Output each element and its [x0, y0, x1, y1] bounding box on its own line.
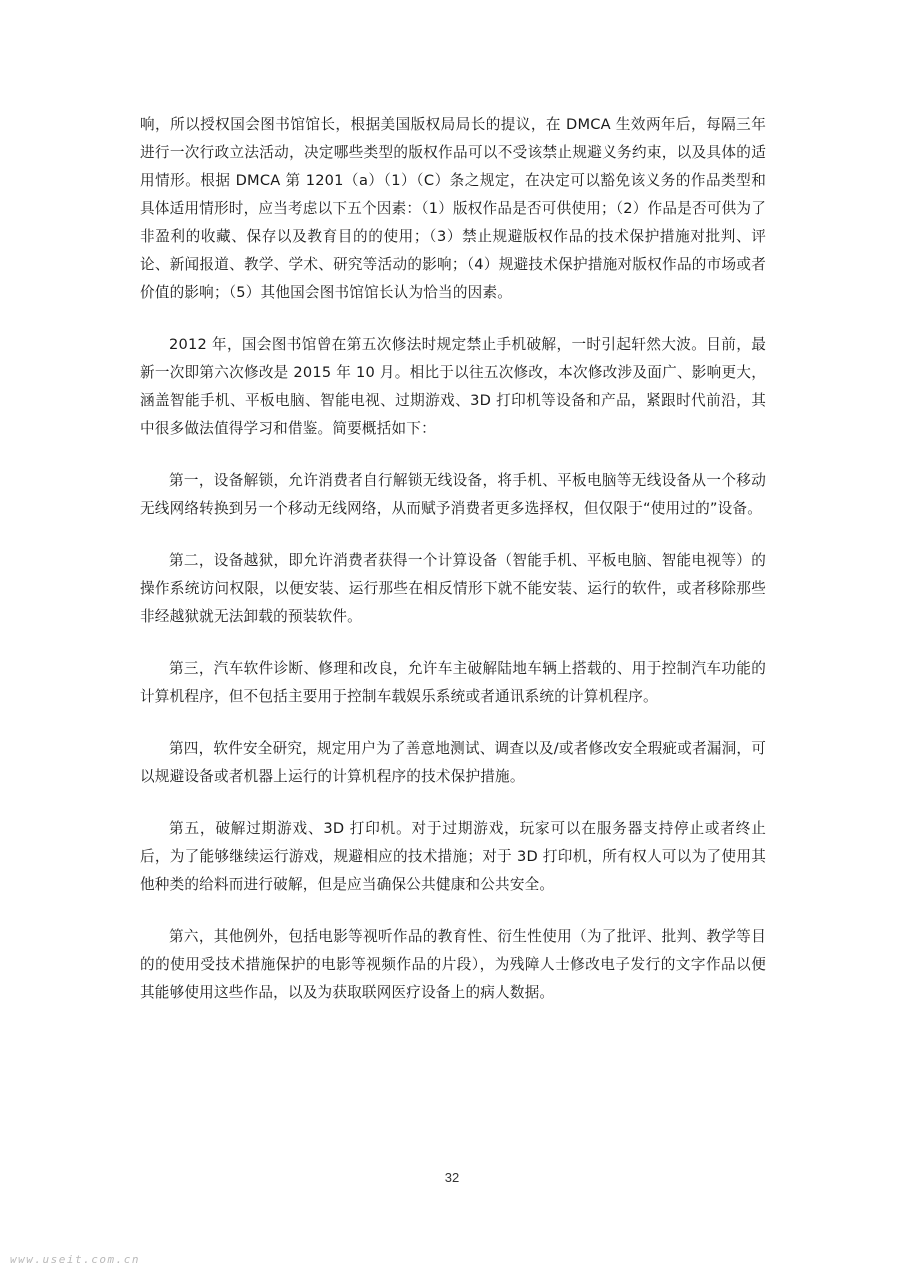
paragraph-3: 第一，设备解锁，允许消费者自行解锁无线设备，将手机、平板电脑等无线设备从一个移动无线网络转换到另一个移动无线网络，从而赋予消费者更多选择权，但仅限于“使用过的”设备。: [140, 472, 766, 517]
paragraph-5: 第三，汽车软件诊断、修理和改良，允许车主破解陆地车辆上搭载的、用于控制汽车功能的计算机程序，但不包括主要用于控制车载娱乐系统或者通讯系统的计算机程序。: [140, 660, 766, 705]
paragraph-8: 第六，其他例外，包括电影等视听作品的教育性、衍生性使用（为了批评、批判、教学等目的的使用受技术措施保护的电影等视频作品的片段），为残障人士修改电子发行的文字作品以便其能够使用这些作品，以及为获取联网医疗设备上的病人数据。: [140, 928, 766, 1001]
document-body: [140, 111, 766, 1031]
page-number: 32: [444, 1170, 460, 1185]
paragraph-6: 第四，软件安全研究，规定用户为了善意地测试、调查以及/或者修改安全瑕疵或者漏洞，可以规避设备或者机器上运行的计算机程序的技术保护措施。: [140, 740, 766, 785]
paragraph-1: 响，所以授权国会图书馆馆长，根据美国版权局局长的提议，在 DMCA 生效两年后，每隔三年进行一次行政立法活动，决定哪些类型的版权作品可以不受该禁止规避义务约束，以及具体的适用情形。根据 DMCA 第 1201（a）（1）（C）条之规定，在决定可以豁免该义务的作品类型和具体适用情形时，应当考虑以下五个因素：（1）版权作品是否可供使用；（2）作品是否可供为了非盈利的收藏、保存以及教育目的的使用；（3）禁止规避版权作品的技术保护措施对批判、评论、新闻报道、教学、学术、研究等活动的影响；（4）规避技术保护措施对版权作品的市场或者价值的影响；（5）其他国会图书馆馆长认为恰当的因素。: [140, 116, 766, 301]
paragraph-2: 2012 年，国会图书馆曾在第五次修法时规定禁止手机破解，一时引起轩然大波。目前，最新一次即第六次修改是 2015 年 10 月。相比于以往五次修改，本次修改涉及面广、影响更大，涵盖智能手机、平板电脑、智能电视、过期游戏、3D 打印机等设备和产品，紧跟时代前沿，其中很多做法值得学习和借鉴。简要概括如下：: [140, 336, 766, 437]
watermark: www.useit.com.cn: [10, 1253, 140, 1266]
paragraph-4: 第二，设备越狱，即允许消费者获得一个计算设备（智能手机、平板电脑、智能电视等）的操作系统访问权限，以便安装、运行那些在相反情形下就不能安装、运行的软件，或者移除那些非经越狱就无法卸载的预装软件。: [140, 552, 766, 625]
paragraph-7: 第五，破解过期游戏、3D 打印机。对于过期游戏，玩家可以在服务器支持停止或者终止后，为了能够继续运行游戏，规避相应的技术措施；对于 3D 打印机，所有权人可以为了使用其他种类的给料而进行破解，但是应当确保公共健康和公共安全。: [140, 820, 766, 893]
